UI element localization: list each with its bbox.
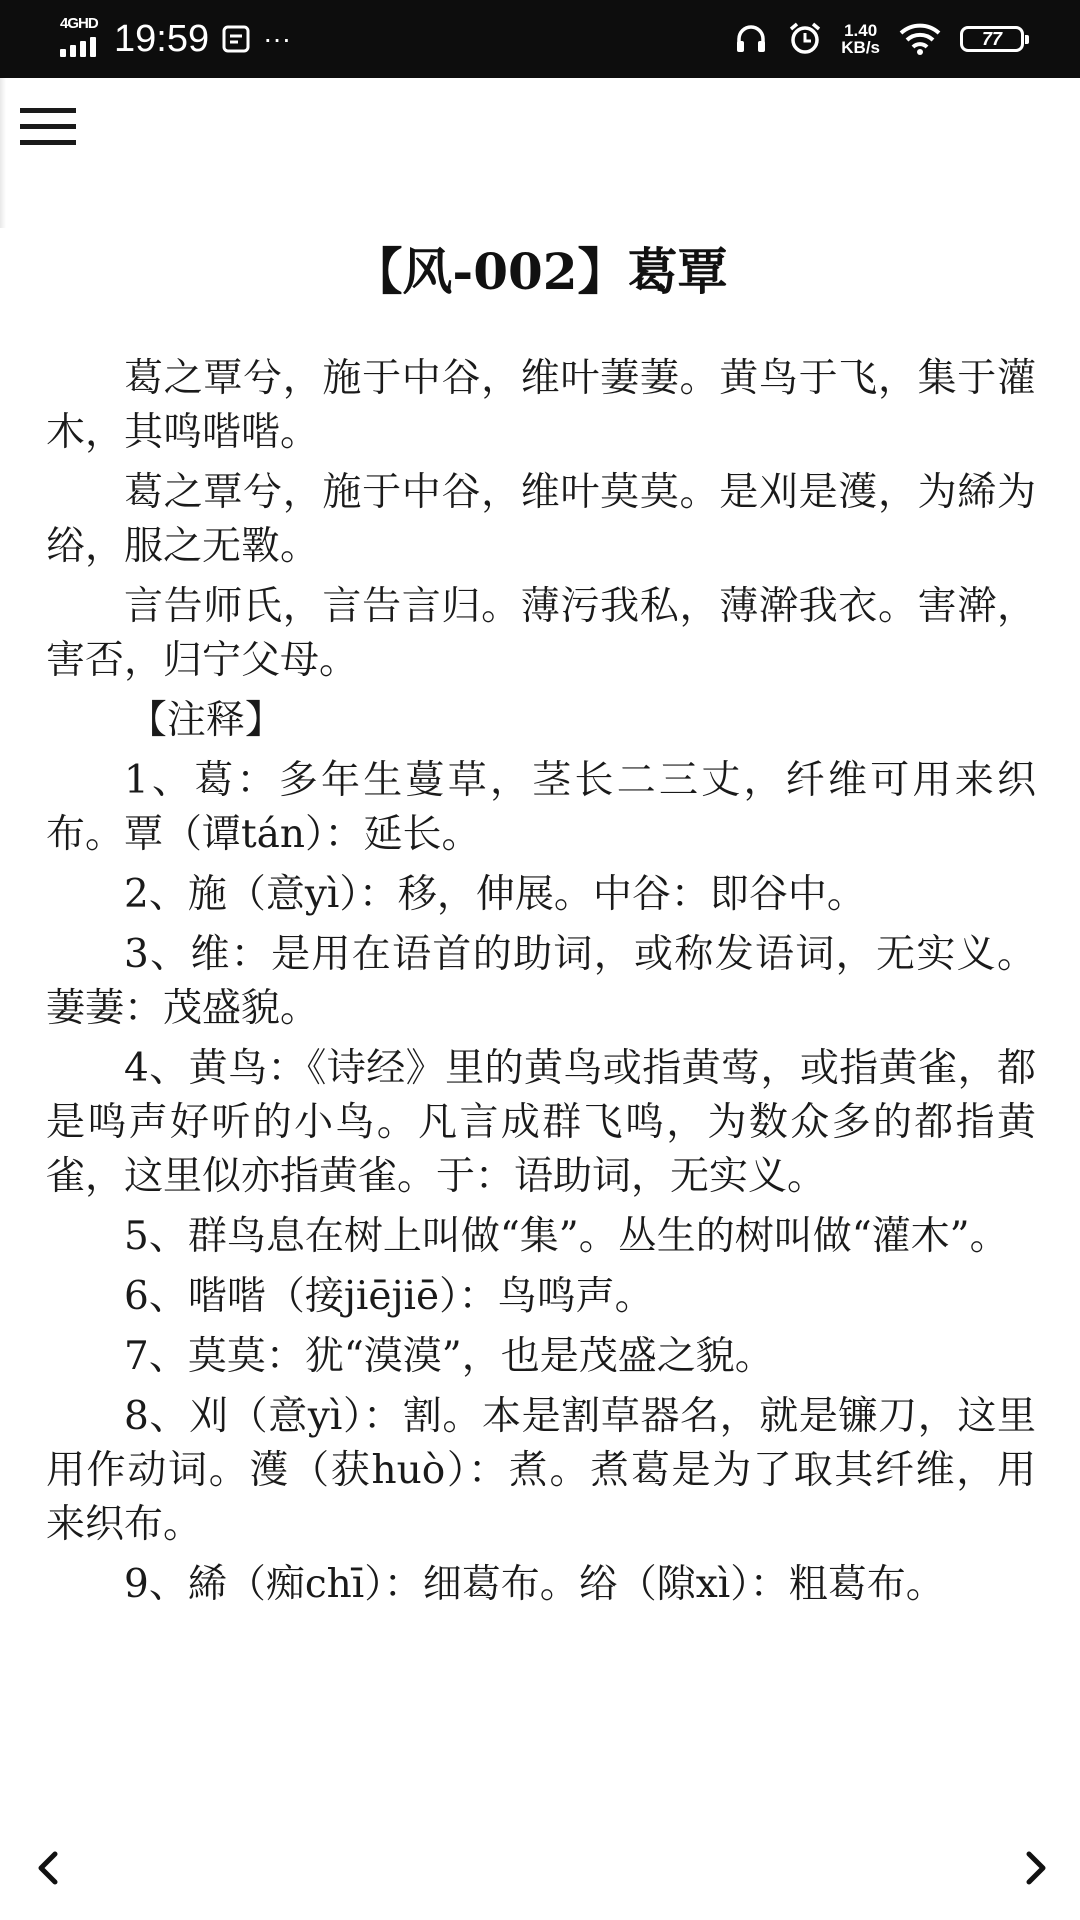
clock: 19:59 xyxy=(114,17,210,60)
cellular-signal-icon xyxy=(58,17,102,61)
article-body xyxy=(46,352,1036,1618)
status-bar-right xyxy=(733,14,1024,64)
next-page-button[interactable] xyxy=(1016,1848,1056,1888)
notification-app-icon xyxy=(221,24,251,54)
menu-button[interactable] xyxy=(20,106,76,148)
more-notifications-icon: ··· xyxy=(263,23,292,54)
chevron-left-icon[interactable] xyxy=(33,1848,63,1888)
drawer-edge xyxy=(0,78,6,228)
battery-icon xyxy=(960,26,1024,52)
network-speed-unit: KB/s xyxy=(841,38,880,57)
note-item: 4、黄鸟：《诗经》里的黄鸟或指黄莺，或指黄雀，都是鸣声好听的小鸟。凡言成群飞鸣，为数众多的都指黄雀，这里似亦指黄雀。于：语助词，无实义。 xyxy=(46,1046,1036,1199)
wifi-icon xyxy=(898,21,942,57)
note-item: 3、维：是用在语首的助词，或称发语词，无实义。萋萋：茂盛貌。 xyxy=(46,932,1036,1031)
page-title: 【风-002】葛覃 xyxy=(352,242,728,301)
headphones-icon xyxy=(733,21,769,57)
network-type: 4GHD xyxy=(60,15,98,32)
note-item: 8、刈（意yì）：割。本是割草器名，就是镰刀，这里用作动词。濩（获huò）：煮。煮葛是为了取其纤维，用来织布。 xyxy=(46,1394,1036,1547)
poem-stanza-3: 言告师氏，言告言归。薄污我私，薄澣我衣。害澣，害否，归宁父母。 xyxy=(46,584,1036,683)
note-item: 6、喈喈（接jiējiē）：鸟鸣声。 xyxy=(124,1274,654,1319)
poem-stanza-1: 葛之覃兮，施于中谷，维叶萋萋。黄鸟于飞，集于灌木，其鸣喈喈。 xyxy=(46,356,1036,455)
chevron-right-icon[interactable] xyxy=(1021,1848,1051,1888)
notes-heading: 【注释】 xyxy=(127,698,284,743)
network-speed xyxy=(841,22,880,56)
battery-level: 77 xyxy=(981,28,1003,49)
poem-stanza-2: 葛之覃兮，施于中谷，维叶莫莫。是刈是濩，为絺为绤，服之无斁。 xyxy=(46,470,1036,569)
status-bar-left xyxy=(58,14,291,64)
note-item: 7、莫莫：犹“漠漠”，也是茂盛之貌。 xyxy=(124,1334,774,1379)
note-item: 1、葛：多年生蔓草，茎长二三丈，纤维可用来织布。覃（谭tán）：延长。 xyxy=(46,758,1036,857)
note-item: 5、群鸟息在树上叫做“集”。丛生的树叫做“灌木”。 xyxy=(124,1214,1009,1259)
alarm-clock-icon xyxy=(787,21,823,57)
status-bar xyxy=(0,0,1080,78)
network-speed-value: 1.40 xyxy=(844,21,878,40)
note-item: 2、施（意yì）：移，伸展。中谷：即谷中。 xyxy=(124,872,866,917)
note-item: 9、絺（痴chī）：细葛布。绤（隙xì）：粗葛布。 xyxy=(124,1562,945,1607)
previous-page-button[interactable] xyxy=(28,1848,68,1888)
